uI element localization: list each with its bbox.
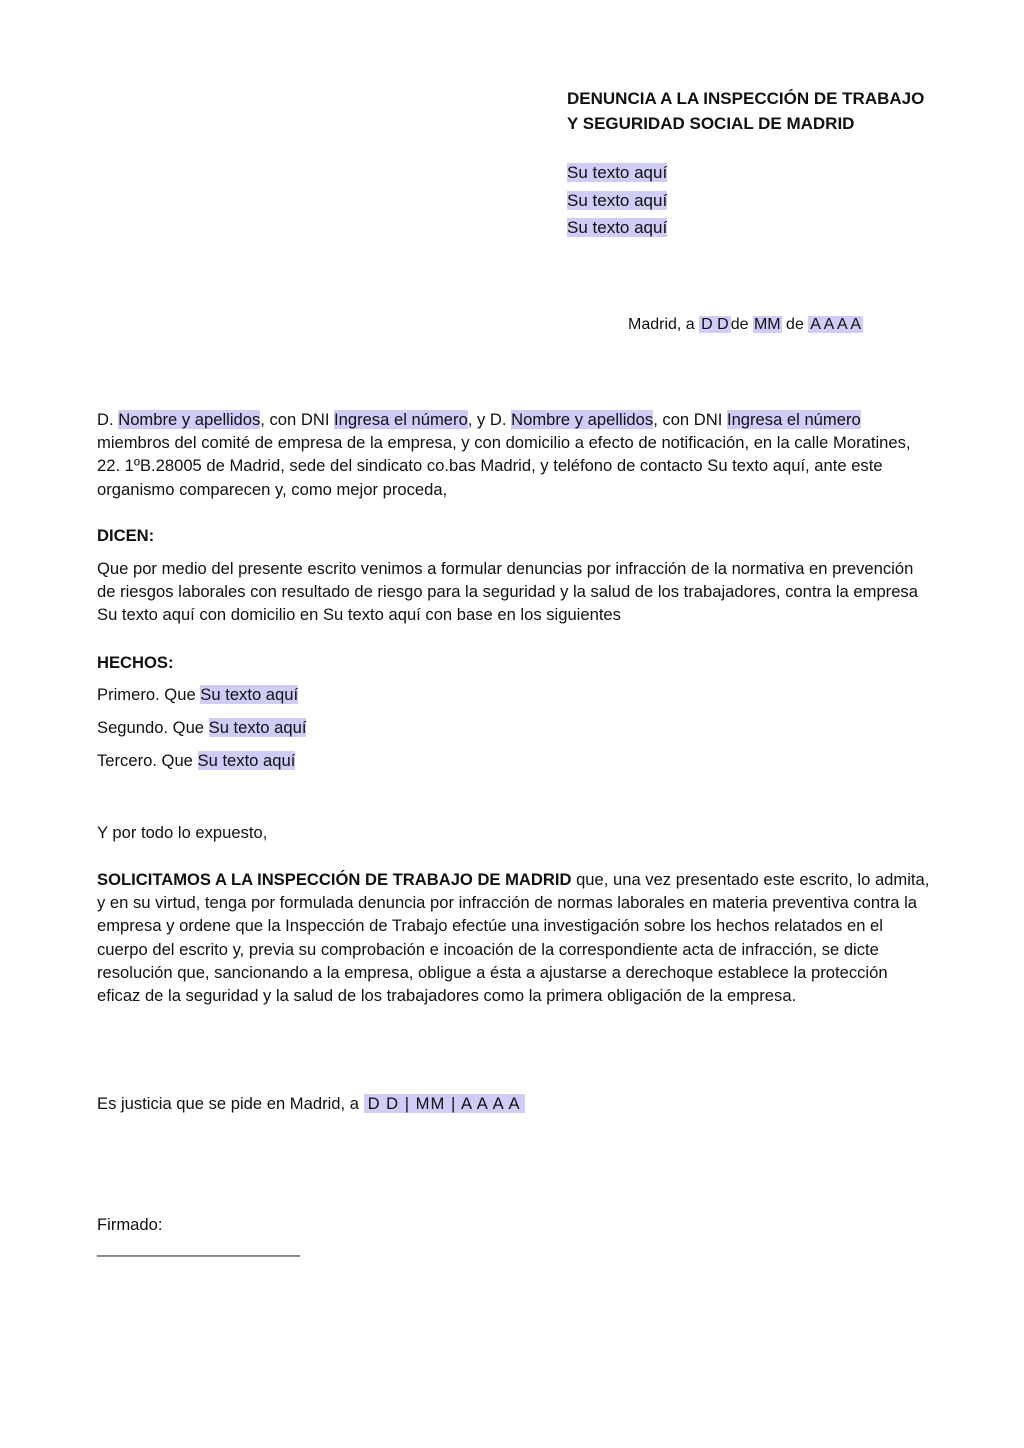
dicen-text: Que por medio del presente escrito venimos a formular denuncias por infracción de la normativa en prevención de riesgos laborales con resultado de riesgo para la seguridad y la salud de los trabajadores, contra la empresa Su texto aquí con domicilio en Su texto aquí con base en los siguientes <box>97 559 918 625</box>
solicitamos-bold: SOLICITAMOS A LA INSPECCIÓN DE TRABAJO DE MADRID <box>97 870 572 889</box>
address-line-2[interactable]: Su texto aquí <box>567 191 668 210</box>
date-prefix: Madrid, a <box>628 316 700 333</box>
intro-paragraph: D. Nombre y apellidos, con DNI Ingresa el número, y D. Nombre y apellidos, con DNI Ingresa el número miembros del comité de empresa de la empresa, y con domicilio a efecto de notificación, en la calle Moratines, 22. 1ºB.28005 de Madrid, sede del sindicato co.bas Madrid, y teléfono de contacto Su texto aquí, ante este organismo comparecen y, como mejor proceda, <box>97 408 932 501</box>
hecho-item-2: Segundo. Que Su texto aquí <box>97 718 307 737</box>
firmado-label: Firmado: <box>97 1215 163 1234</box>
date-sep-2: de <box>781 316 809 333</box>
title-line-1: DENUNCIA A LA INSPECCIÓN DE TRABAJO <box>567 89 925 108</box>
hecho-item-3: Tercero. Que Su texto aquí <box>97 751 296 770</box>
hecho-field-3[interactable]: Su texto aquí <box>197 751 296 770</box>
date-line <box>628 314 863 336</box>
signature-line[interactable]: ______________________ <box>97 1238 301 1257</box>
name-field-1[interactable]: Nombre y apellidos <box>118 410 261 429</box>
title-line-2: Y SEGURIDAD SOCIAL DE MADRID <box>567 114 855 133</box>
hecho-field-1[interactable]: Su texto aquí <box>200 685 299 704</box>
name-field-2[interactable]: Nombre y apellidos <box>511 410 654 429</box>
hecho-item-1: Primero. Que Su texto aquí <box>97 685 299 704</box>
justicia-line: Es justicia que se pide en Madrid, a D D | MM | A A A A <box>97 1092 932 1115</box>
dicen-heading: DICEN: <box>97 526 155 545</box>
address-line-1[interactable]: Su texto aquí <box>567 163 668 182</box>
hechos-heading: HECHOS: <box>97 653 174 672</box>
date-year-field[interactable]: A A A A <box>810 316 862 333</box>
hecho-field-2[interactable]: Su texto aquí <box>208 718 307 737</box>
dni-field-1[interactable]: Ingresa el número <box>334 410 468 429</box>
expuesto-text: Y por todo lo expuesto, <box>97 823 268 842</box>
document-title <box>567 86 967 136</box>
address-line-3[interactable]: Su texto aquí <box>567 218 668 237</box>
date-month-field[interactable]: MM <box>753 316 781 333</box>
date-sep-1: de <box>730 316 753 333</box>
intro-rest: miembros del comité de empresa de la empresa, y con domicilio a efecto de notificación, en la calle Moratines, 22. 1ºB.28005 de Madrid, sede del sindicato co.bas Madrid, y teléfono de contacto Su texto aquí, ante este organismo comparecen y, como mejor proceda, <box>97 433 911 499</box>
solicitamos-paragraph: SOLICITAMOS A LA INSPECCIÓN DE TRABAJO DE MADRID que, una vez presentado este escrito, lo admita, y en su virtud, tenga por formulada denuncia por infracción de normas laborales en materia preventiva contra la empresa y ordene que la Inspección de Trabajo efectúe una investigación sobre los hechos relatados en el cuerpo del escrito y, previa su comprobación e incoación de la correspondiente acta de infracción, se dicte resolución que, sancionando a la empresa, obligue a ésta a ajustarse a derechoque establece la protección eficaz de la seguridad y la salud de los trabajadores como la primera obligación de la empresa. <box>97 870 930 1006</box>
justicia-date-field[interactable]: D D | MM | A A A A <box>364 1094 525 1113</box>
dni-field-2[interactable]: Ingresa el número <box>726 410 861 429</box>
date-day-field[interactable]: D D <box>701 316 729 333</box>
